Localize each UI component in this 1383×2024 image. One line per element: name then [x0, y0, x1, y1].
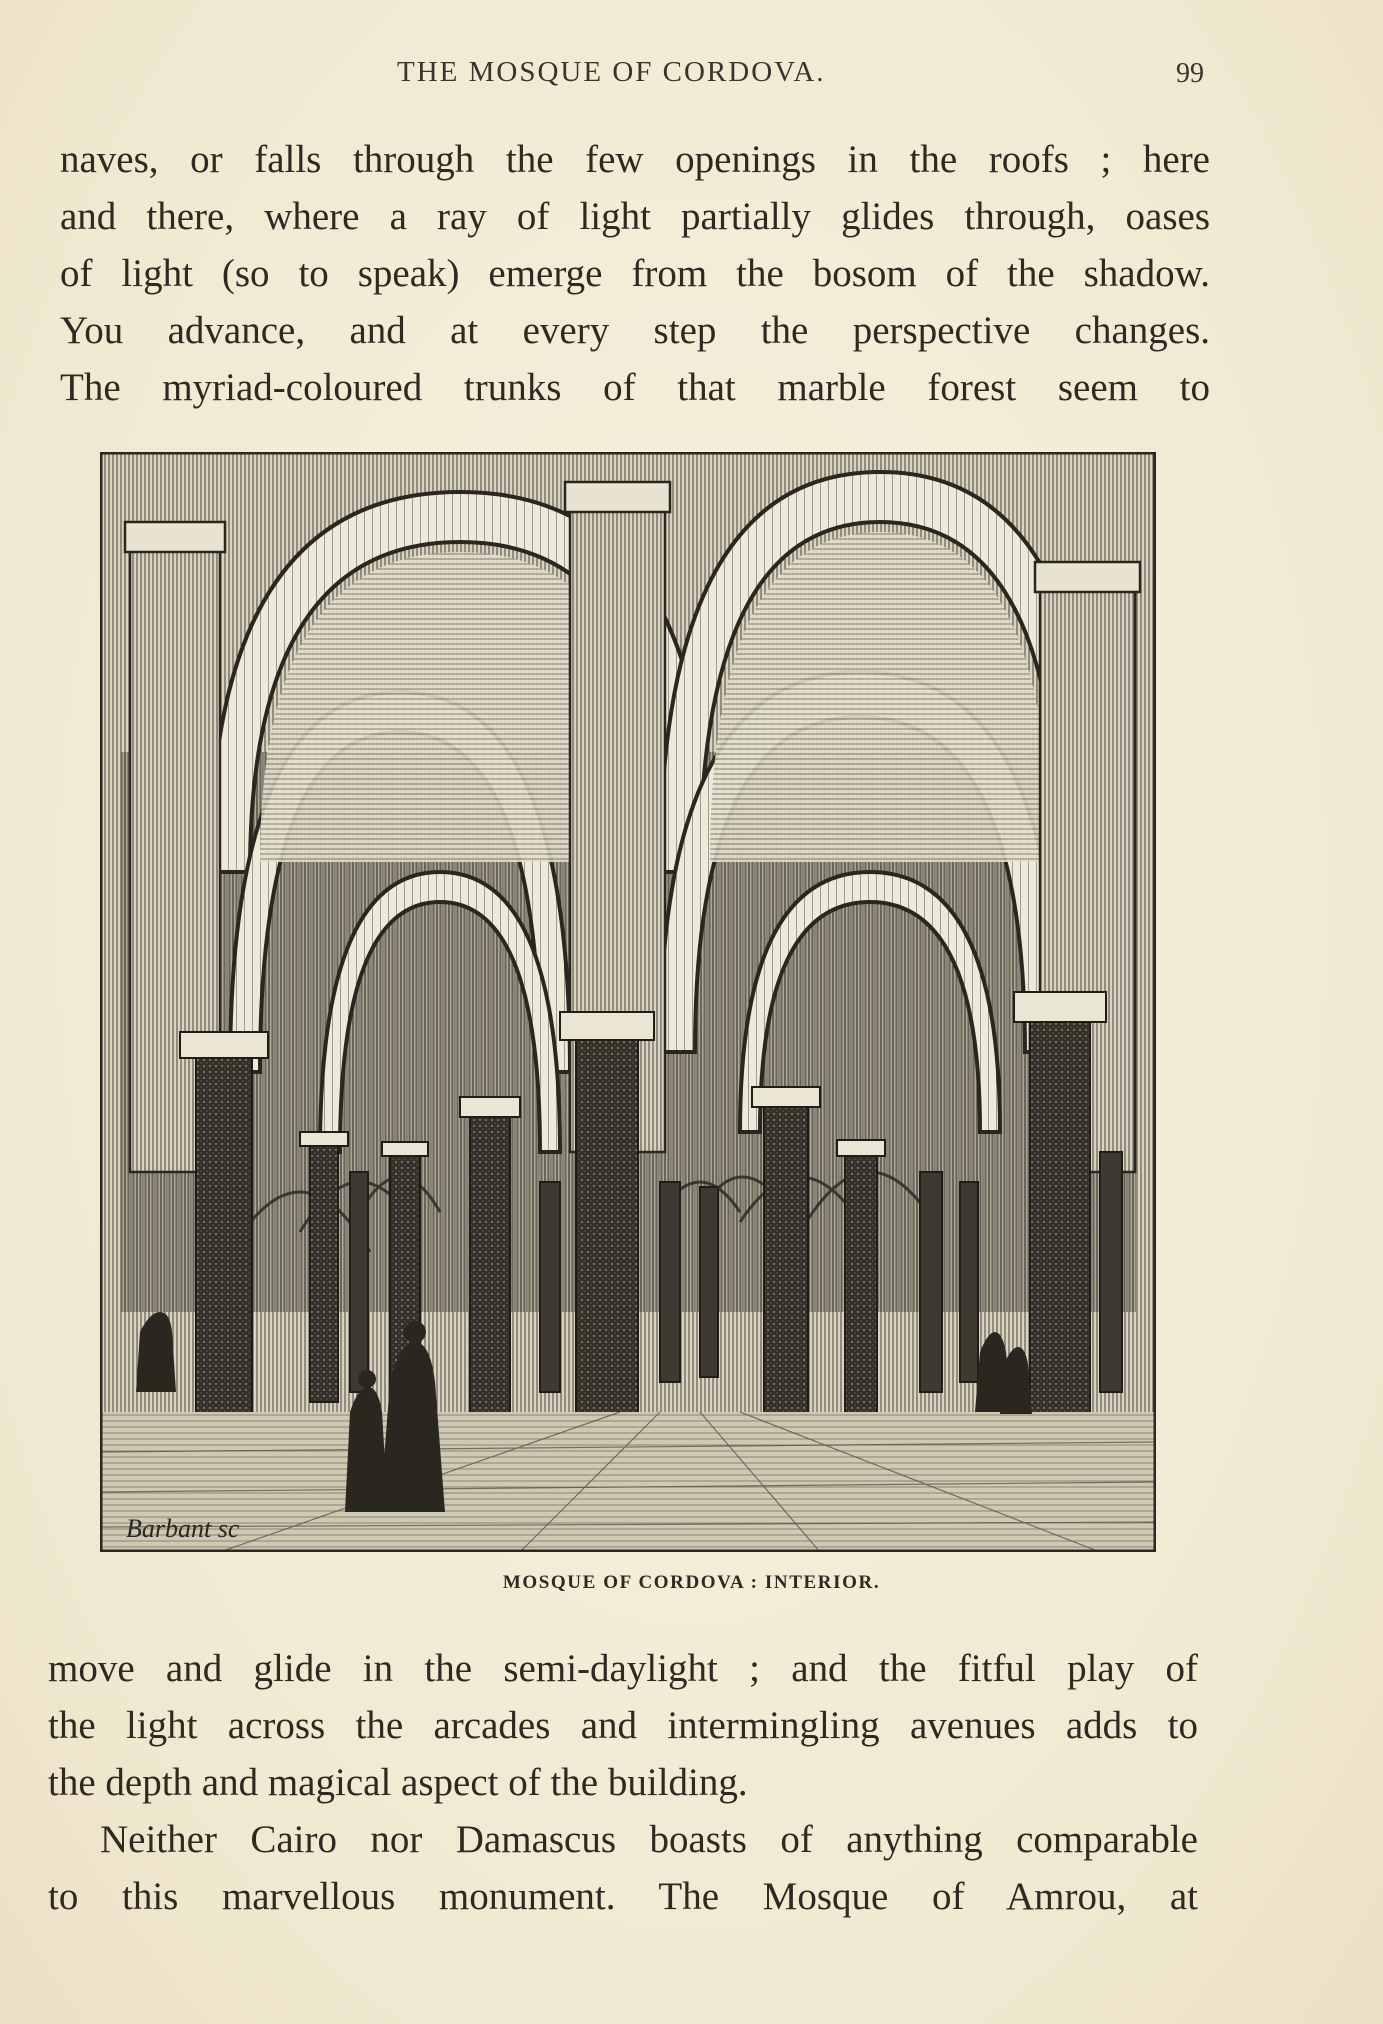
engraving-illustration — [100, 452, 1156, 1552]
text-line: move and glide in the semi-daylight ; and the fitful play of — [48, 1647, 1198, 1690]
text-line: the depth and magical aspect of the building. — [48, 1761, 748, 1804]
running-title: THE MOSQUE OF CORDOVA. — [397, 56, 826, 88]
text-line: to this marvellous monument. The Mosque of Amrou, at — [48, 1875, 1198, 1918]
bottom-paragraph — [48, 1640, 1198, 1925]
mosque-interior-engraving — [100, 452, 1156, 1552]
text-line: of light (so to speak) emerge from the bosom of the shadow. — [60, 252, 1210, 295]
text-line: and there, where a ray of light partially glides through, oases — [60, 195, 1210, 238]
running-head — [0, 56, 1383, 96]
text-line: Neither Cairo nor Damascus boasts of anything comparable — [100, 1818, 1198, 1861]
text-line: naves, or falls through the few openings in the roofs ; here — [60, 138, 1210, 181]
figure-caption: MOSQUE OF CORDOVA : INTERIOR. — [502, 1572, 881, 1593]
text-line: You advance, and at every step the perspective changes. — [60, 309, 1210, 352]
text-line: the light across the arcades and intermingling avenues adds to — [48, 1704, 1198, 1747]
page-number: 99 — [1176, 58, 1204, 89]
top-paragraph — [60, 131, 1210, 416]
text-line: The myriad-coloured trunks of that marble forest seem to — [60, 366, 1210, 409]
engraver-signature: Barbant sc — [126, 1514, 240, 1543]
